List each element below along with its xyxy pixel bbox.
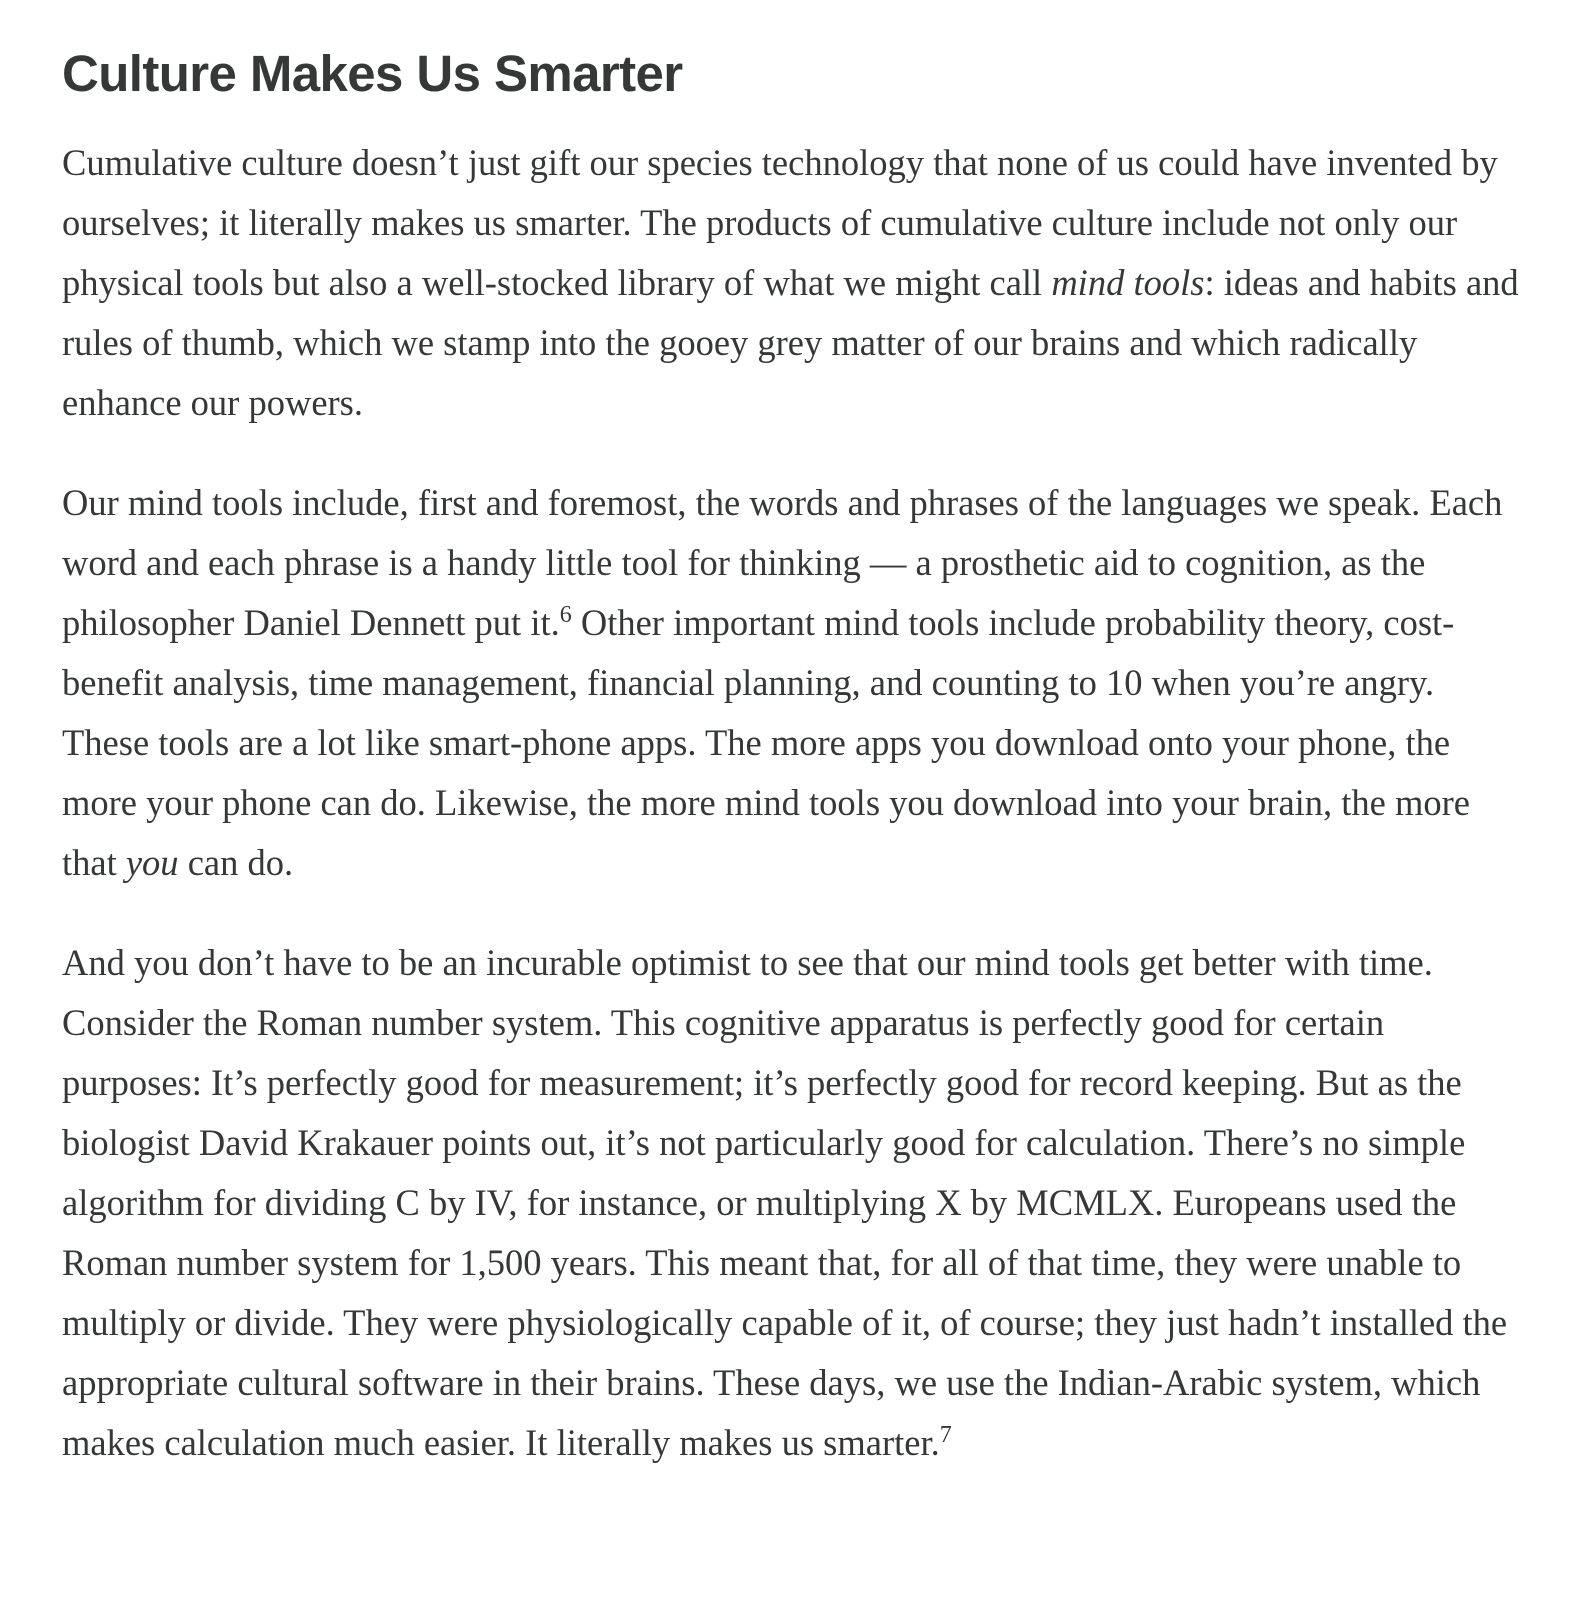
paragraph-2-emphasis: you [125, 842, 179, 883]
footnote-ref-6[interactable]: 6 [559, 601, 572, 628]
section-heading: Culture Makes Us Smarter [62, 45, 683, 102]
paragraph-1-text-1: Cumulative culture doesn’t just gift our species technology that none of us could have invented by ourselves; it literally makes us smarter. The products of cumulative culture include not only our physical tools but also a well-stocked library of what we might call [62, 142, 1498, 303]
paragraph-1-emphasis: mind tools [1051, 262, 1205, 303]
footnote-ref-7[interactable]: 7 [939, 1421, 952, 1448]
paragraph-3 [62, 933, 1522, 1473]
paragraph-3-text-1: And you don’t have to be an incurable optimist to see that our mind tools get better with time. Consider the Roman number system. This cognitive apparatus is perfectly good for certain purposes: It’s perfectly good for measurement; it’s perfectly good for record keeping. But as the biologist David Krakauer points out, it’s not particularly good for calculation. There’s no simple algorithm for dividing C by IV, for instance, or multiplying X by MCMLX. Europeans used the Roman number system for 1,500 years. This meant that, for all of that time, they were unable to multiply or divide. They were physiologically capable of it, of course; they just hadn’t installed the appropriate cultural software in their brains. These days, we use the Indian-Arabic system, which makes calculation much easier. It literally makes us smarter. [62, 942, 1508, 1463]
paragraph-2-text-3: can do. [178, 842, 294, 883]
paragraph-2-text-2: Other important mind tools include probability theory, cost-benefit analysis, time management, financial planning, and counting to 10 when you’re angry. These tools are a lot like smart-phone apps. The more apps you download onto your phone, the more your phone can do. Likewise, the more mind tools you download into your brain, the more that [62, 602, 1470, 883]
paragraph-2 [62, 473, 1522, 893]
article [62, 0, 1522, 1473]
paragraph-2-text-1: Our mind tools include, first and foremost, the words and phrases of the languages we speak. Each word and each phrase is a handy little tool for thinking — a prosthetic aid to cognition, as the philosopher Daniel Dennett put it. [62, 482, 1503, 643]
paragraph-1 [62, 133, 1522, 433]
paragraph-1-text-2: : ideas and habits and rules of thumb, which we stamp into the gooey grey matter of our brains and which radically enhance our powers. [62, 262, 1519, 423]
